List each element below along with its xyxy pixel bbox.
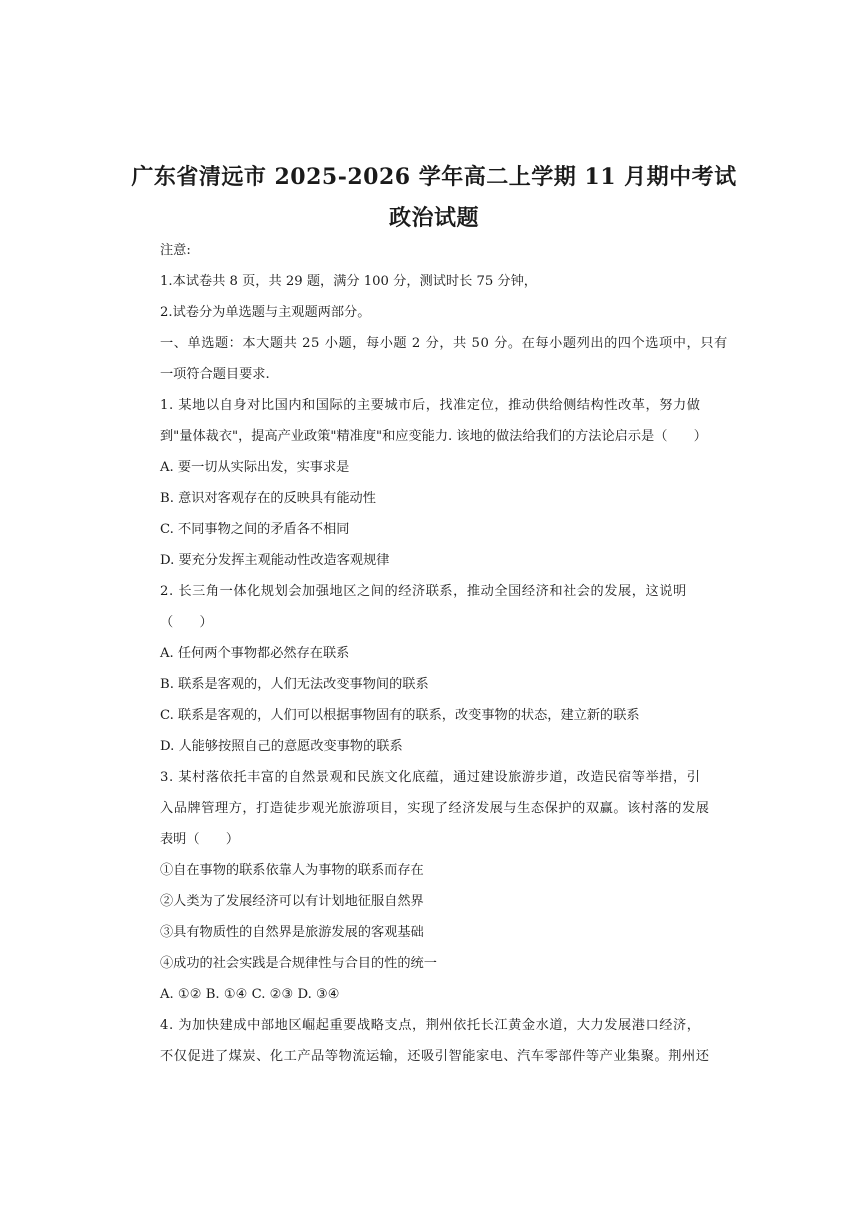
- answer-option: C. 不同事物之间的矛盾各不相同: [160, 522, 350, 537]
- question-stem: 到"量体裁衣"，提高产业政策"精准度"和应变能力. 该地的做法给我们的方法论启示是（ ）: [160, 429, 707, 444]
- question-stem: 不仅促进了煤炭、化工产品等物流运输，还吸引智能家电、汽车零部件等产业集聚。荆州还: [160, 1049, 710, 1064]
- section-instruction: 一项符合题目要求.: [160, 367, 270, 382]
- notice-label: 注意:: [160, 243, 191, 258]
- statement-item: ③具有物质性的自然界是旅游发展的客观基础: [160, 925, 424, 940]
- question-stem: 3. 某村落依托丰富的自然景观和民族文化底蕴，通过建设旅游步道，改造民宿等举措，引: [160, 770, 701, 785]
- answer-options-line: A. ①② B. ①④ C. ②③ D. ③④: [160, 987, 340, 1002]
- answer-option: D. 人能够按照自己的意愿改变事物的联系: [160, 739, 403, 754]
- answer-option: B. 意识对客观存在的反映具有能动性: [160, 491, 376, 506]
- statement-item: ②人类为了发展经济可以有计划地征服自然界: [160, 894, 424, 909]
- exam-subject-title: 政治试题: [388, 205, 479, 231]
- answer-option: A. 要一切从实际出发，实事求是: [160, 460, 350, 475]
- question-stem: 表明（ ）: [160, 832, 240, 847]
- question-stem: 4. 为加快建成中部地区崛起重要战略支点，荆州依托长江黄金水道，大力发展港口经济，: [160, 1018, 701, 1033]
- notice-item: 2.试卷分为单选题与主观题两部分。: [160, 305, 371, 320]
- question-stem: 入品牌管理方，打造徒步观光旅游项目，实现了经济发展与生态保护的双赢。该村落的发展: [160, 801, 710, 816]
- statement-item: ④成功的社会实践是合规律性与合目的性的统一: [160, 956, 437, 971]
- question-stem: 1. 某地以自身对比国内和国际的主要城市后，找准定位，推动供给侧结构性改革，努力做: [160, 398, 701, 413]
- statement-item: ①自在事物的联系依靠人为事物的联系而存在: [160, 863, 424, 878]
- answer-option: D. 要充分发挥主观能动性改造客观规律: [160, 553, 390, 568]
- notice-item: 1.本试卷共 8 页，共 29 题，满分 100 分，测试时长 75 分钟，: [160, 274, 537, 289]
- question-stem: 2. 长三角一体化规划会加强地区之间的经济联系，推动全国经济和社会的发展，这说明: [160, 584, 687, 599]
- answer-option: C. 联系是客观的，人们可以根据事物固有的联系，改变事物的状态，建立新的联系: [160, 708, 640, 723]
- exam-title: 广东省清远市 2025-2026 学年高二上学期 11 月期中考试: [131, 164, 737, 190]
- section-instruction: 一、单选题：本大题共 25 小题，每小题 2 分，共 50 分。在每小题列出的四个选项中，只有: [160, 336, 728, 351]
- answer-option: B. 联系是客观的，人们无法改变事物间的联系: [160, 677, 429, 692]
- question-stem: （ ）: [160, 615, 213, 630]
- answer-option: A. 任何两个事物都必然存在联系: [160, 646, 350, 661]
